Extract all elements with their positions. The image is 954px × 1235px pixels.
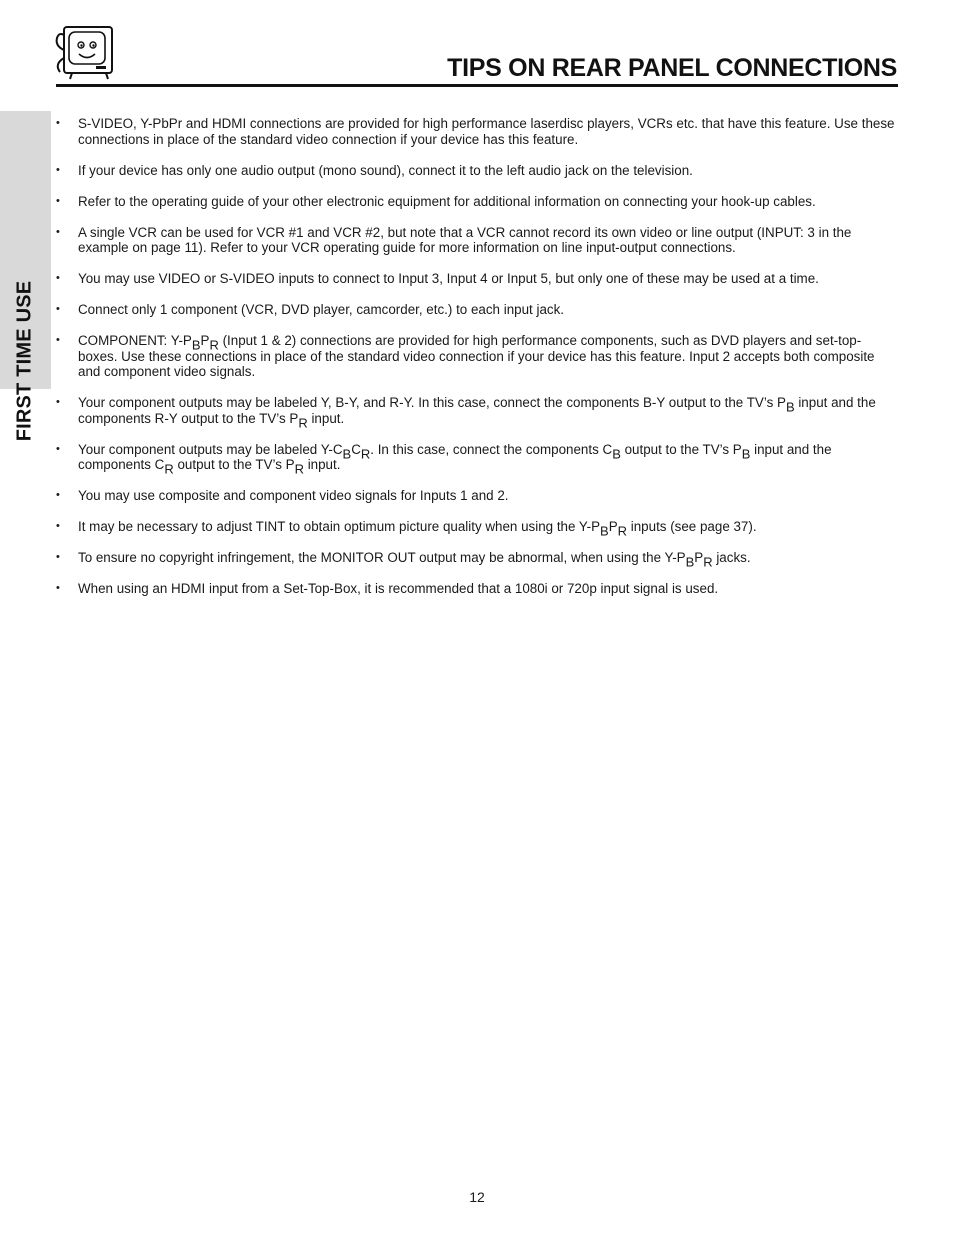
bullet-icon: • — [56, 551, 60, 564]
bullet-icon: • — [56, 442, 60, 455]
list-item: • You may use composite and component video signals for Inputs 1 and 2. — [56, 488, 509, 504]
bullet-icon: • — [56, 334, 60, 347]
list-item: • When using an HDMI input from a Set-Top-Box, it is recommended that a 1080i or 720p input signal is used. — [56, 581, 719, 597]
list-item: • You may use VIDEO or S-VIDEO inputs to connect to Input 3, Input 4 or Input 5, but only one of these may be used at a time. — [56, 271, 819, 287]
bullet-icon: • — [56, 520, 60, 533]
bullet-icon: • — [56, 582, 60, 595]
bullet-icon: • — [56, 303, 60, 316]
page-number: 12 — [469, 1189, 485, 1205]
bullet-icon: • — [56, 117, 60, 129]
list-item: • If your device has only one audio output (mono sound), connect it to the left audio jack on the television. — [56, 162, 693, 178]
list-item: • It may be necessary to adjust TINT to obtain optimum picture quality when using the Y-PBPR inputs (see page 37). — [56, 519, 757, 539]
bullet-icon: • — [56, 225, 60, 238]
tips-list — [56, 116, 898, 597]
list-item: • A single VCR can be used for VCR #1 and VCR #2, but note that a VCR cannot record its own video or line output (INPUT: 3 in the example on page 11). Refer to your VCR operating guide for more information on line input-output connections. — [56, 224, 852, 256]
section-tab-label: FIRST TIME USE — [13, 280, 36, 442]
list-item: • To ensure no copyright infringement, the MONITOR OUT output may be abnormal, when using the Y-PBPR jacks. — [56, 550, 751, 570]
page-title: TIPS ON REAR PANEL CONNECTIONS — [447, 54, 897, 82]
list-item: • Connect only 1 component (VCR, DVD player, camcorder, etc.) to each input jack. — [56, 302, 565, 318]
list-item: • Your component outputs may be labeled Y, B-Y, and R-Y. In this case, connect the components B-Y output to the TV’s PB input and the components R-Y output to the TV’s PR input. — [56, 395, 876, 431]
bullet-icon: • — [56, 163, 60, 176]
bullet-icon: • — [56, 489, 60, 502]
list-item: • Your component outputs may be labeled Y-CBCR. In this case, connect the components CB output to the TV’s PB input and the components CR output to the TV’s PR input. — [56, 441, 832, 477]
bullet-icon: • — [56, 194, 60, 207]
bullet-icon: • — [56, 272, 60, 285]
tips-list-container — [56, 116, 898, 612]
list-item: • Refer to the operating guide of your other electronic equipment for additional information on connecting your hook-up cables. — [56, 193, 816, 209]
section-tab — [0, 111, 51, 442]
list-item: • S-VIDEO, Y-PbPr and HDMI connections are provided for high performance laserdisc players, VCRs etc. that have this feature. Use these connections in place of the standard video connection if your device has this feature. — [56, 116, 895, 147]
title-rule — [56, 84, 898, 87]
tv-mascot-icon — [52, 24, 116, 80]
list-item: • COMPONENT: Y-PBPR (Input 1 & 2) connections are provided for high performance components, such as DVD players and set-top-boxes. Use these connections in place of the standard video connection if your device has this feature. Input 2 accepts both composite and component video signals. — [56, 333, 875, 380]
bullet-icon: • — [56, 396, 60, 409]
